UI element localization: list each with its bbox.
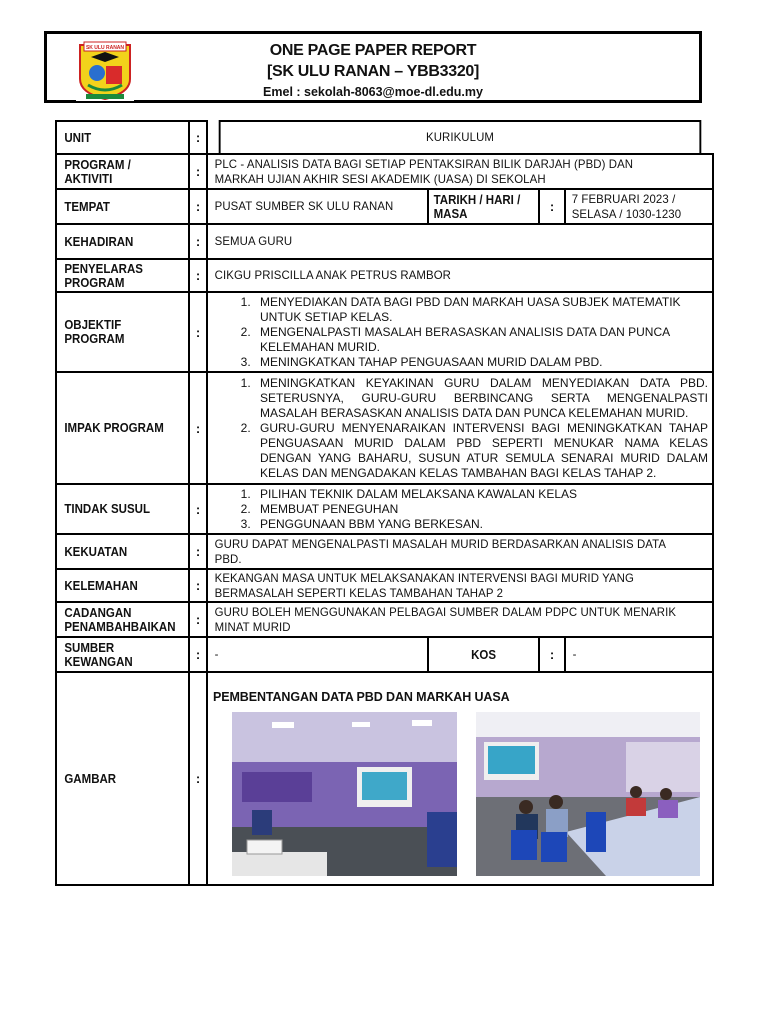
sumber-colon: : xyxy=(188,636,208,673)
photo-teachers-meeting-icon xyxy=(476,712,700,876)
impak-colon: : xyxy=(188,371,208,485)
kos-value: - xyxy=(564,636,714,673)
sumber-label-cell: SUMBER KEWANGAN xyxy=(55,636,190,673)
kelemahan-label-cell: KELEMAHAN xyxy=(55,568,190,603)
tempat-value: PUSAT SUMBER SK ULU RANAN xyxy=(206,188,429,225)
tindak-colon: : xyxy=(188,483,208,535)
penyelaras-value: CIKGU PRISCILLA ANAK PETRUS RAMBOR xyxy=(206,258,714,293)
tarikh-colon: : xyxy=(538,188,566,225)
unit-colon: : xyxy=(188,120,208,155)
kekuatan-label-cell: KEKUATAN xyxy=(55,533,190,570)
list-item: 1. MENYEDIAKAN DATA BAGI PBD DAN MARKAH UASA SUBJEK MATEMATIK UNTUK SETIAP KELAS. xyxy=(254,295,708,325)
objektif-colon: : xyxy=(188,291,208,373)
kos-colon: : xyxy=(538,636,566,673)
photo-presentation-room-icon xyxy=(232,712,457,876)
kelemahan-value: KEKANGAN MASA UNTUK MELAKSANAKAN INTERVENSI BAGI MURID YANG BERMASALAH SEPERTI KELAS TAMBAHAN TAHAP 2 xyxy=(206,568,714,603)
list-item: 1. PILIHAN TEKNIK DALAM MELAKSANA KAWALAN KELAS xyxy=(254,487,708,502)
objektif-label-cell: OBJEKTIF PROGRAM xyxy=(55,291,190,373)
penyelaras-label-cell: PENYELARAS PROGRAM xyxy=(55,258,190,293)
school-email: Emel : sekolah-8063@moe-dl.edu.my xyxy=(263,85,483,99)
tempat-label-cell: TEMPAT xyxy=(55,188,190,225)
tarikh-label-cell: TARIKH / HARI / MASA xyxy=(427,188,540,225)
program-label-cell: PROGRAM / AKTIVITI xyxy=(55,153,190,190)
penyelaras-colon: : xyxy=(188,258,208,293)
kehadiran-label-cell: KEHADIRAN xyxy=(55,223,190,260)
impak-list xyxy=(206,371,714,485)
kekuatan-colon: : xyxy=(188,533,208,570)
cadangan-value: GURU BOLEH MENGGUNAKAN PELBAGAI SUMBER DALAM PDPC UNTUK MENARIK MINAT MURID xyxy=(206,601,714,638)
kelemahan-colon: : xyxy=(188,568,208,603)
gambar-label-cell: GAMBAR xyxy=(55,671,190,886)
unit-label: UNIT xyxy=(64,130,92,145)
report-header xyxy=(44,31,702,103)
program-value: PLC - ANALISIS DATA BAGI SETIAP PENTAKSIRAN BILIK DARJAH (PBD) DAN MARKAH UJIAN AKHIR SESI AKADEMIK (UASA) DI SEKOLAH xyxy=(206,153,714,190)
svg-text:SK ULU RANAN: SK ULU RANAN xyxy=(85,45,125,51)
kehadiran-colon: : xyxy=(188,223,208,260)
cadangan-colon: : xyxy=(188,601,208,638)
tarikh-value: 7 FEBRUARI 2023 / SELASA / 1030-1230 xyxy=(564,188,714,225)
kos-label-cell: KOS xyxy=(427,636,540,673)
sumber-value: - xyxy=(206,636,429,673)
unit-label-cell xyxy=(55,120,190,155)
list-item: 1. MENINGKATKAN KEYAKINAN GURU DALAM MENYEDIAKAN DATA PBD. SETERUSNYA, GURU-GURU BERBINCANG SERTA MENGENALPASTI MASALAH BERASASKAN ANALISIS DATA DAN PUNCA KELEMAHAN MURID. xyxy=(254,376,708,421)
kekuatan-value: GURU DAPAT MENGENALPASTI MASALAH MURID BERDASARKAN ANALISIS DATA PBD. xyxy=(206,533,714,570)
tindak-list xyxy=(206,483,714,535)
school-name: [SK ULU RANAN – YBB3320] xyxy=(266,63,480,80)
gambar-colon: : xyxy=(188,671,208,886)
unit-value: KURIKULUM xyxy=(219,120,702,155)
program-colon: : xyxy=(188,153,208,190)
report-title: ONE PAGE PAPER REPORT xyxy=(269,42,477,59)
tindak-label-cell: TINDAK SUSUL xyxy=(55,483,190,535)
list-item: 3. PENGGUNAAN BBM YANG BERKESAN. xyxy=(254,517,708,532)
list-item: 2. MENGENALPASTI MASALAH BERASASKAN ANALISIS DATA DAN PUNCA KELEMAHAN MURID. xyxy=(254,325,708,355)
list-item: 3. MENINGKATKAN TAHAP PENGUASAAN MURID DALAM PBD. xyxy=(254,355,708,370)
list-item: 2. GURU-GURU MENYENARAIKAN INTERVENSI BAGI MENINGKATKAN TAHAP PENGUASAAN MURID DALAM PBD SEPERTI MENUKAR NAMA KELAS DENGAN YANG BAHARU, SUSUN ATUR SEMULA SENARAI MURID DALAM KELAS DAN MENGADAKAN KELAS TAMBAHAN BAGI KELAS TAHAP 2. xyxy=(254,421,708,481)
kehadiran-value: SEMUA GURU xyxy=(206,223,714,260)
objektif-list xyxy=(206,291,714,373)
cadangan-label-cell: CADANGAN PENAMBAHBAIKAN xyxy=(55,601,190,638)
photo-caption: PEMBENTANGAN DATA PBD DAN MARKAH UASA xyxy=(213,690,510,704)
list-item: 2. MEMBUAT PENEGUHAN xyxy=(254,502,708,517)
tempat-colon: : xyxy=(188,188,208,225)
impak-label-cell: IMPAK PROGRAM xyxy=(55,371,190,485)
